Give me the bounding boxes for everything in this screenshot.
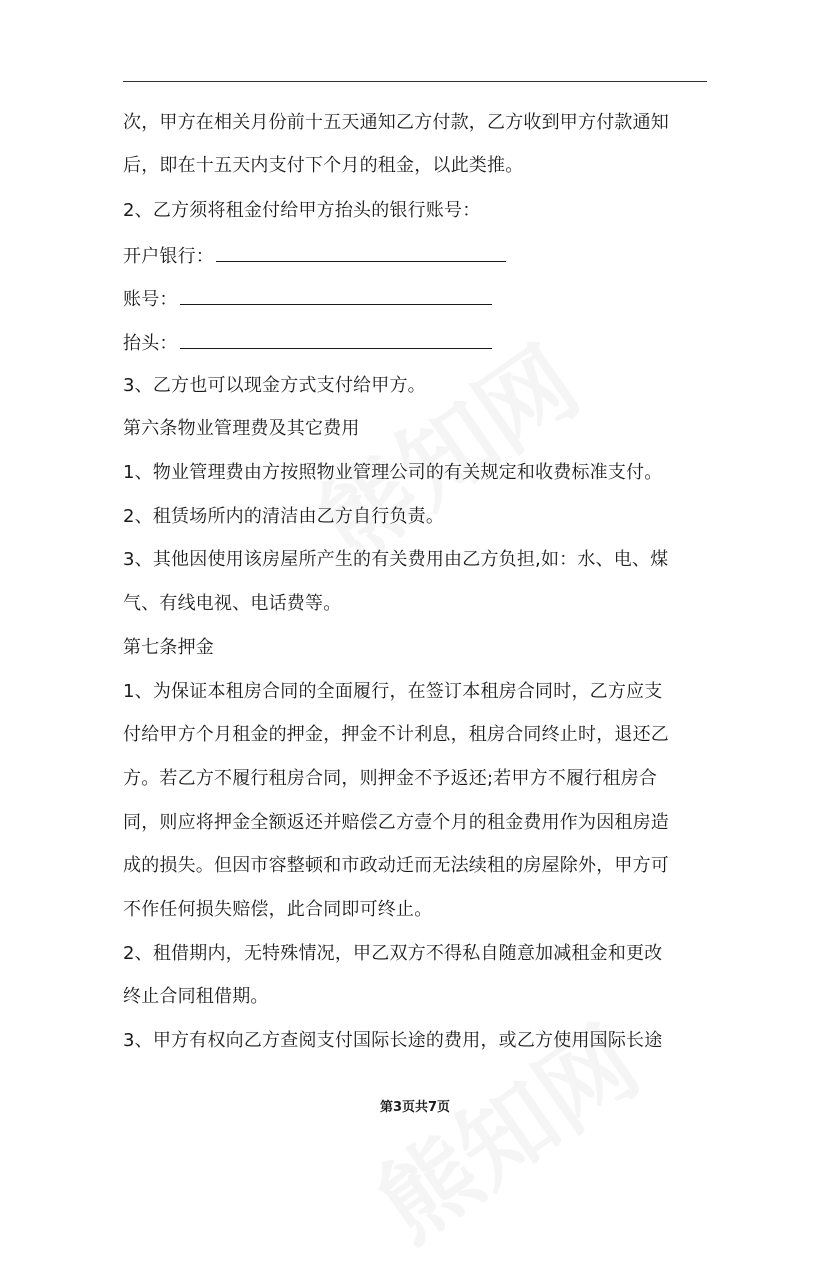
paragraph-line: 后，即在十五天内支付下个月的租金，以此类推。 [123, 155, 524, 176]
paragraph-line: 成的损失。但因市容整顿和市政动迁而无法续租的房屋除外，甲方可 [123, 855, 669, 876]
account-holder-label: 抬头： [123, 333, 178, 354]
account-holder-blank [180, 330, 492, 349]
account-number-row [123, 286, 492, 312]
section-heading: 第六条物业管理费及其它费用 [123, 418, 360, 439]
paragraph-line: 付给甲方个月租金的押金，押金不计利息，租房合同终止时，退还乙 [123, 724, 669, 745]
paragraph-line: 2、乙方须将租金付给甲方抬头的银行账号： [123, 200, 481, 221]
page-number: 第3页共7页 [379, 1100, 451, 1115]
paragraph-line: 1、为保证本租房合同的全面履行，在签订本租房合同时，乙方应支 [123, 681, 663, 702]
paragraph-line: 方。若乙方不履行租房合同，则押金不予返还;若甲方不履行租房合 [123, 768, 658, 789]
section-heading: 第七条押金 [123, 637, 214, 658]
account-number-blank [180, 286, 492, 305]
paragraph-line: 2、租赁场所内的清洁由乙方自行负责。 [123, 506, 445, 527]
bank-name-label: 开户银行： [123, 246, 214, 267]
account-holder-row [123, 330, 492, 356]
bank-name-blank [216, 243, 506, 262]
paragraph-line: 3、乙方也可以现金方式支付给甲方。 [123, 375, 426, 396]
paragraph-line: 同，则应将押金全额返还并赔偿乙方壹个月的租金费用作为因租房造 [123, 812, 669, 833]
paragraph-line: 3、甲方有权向乙方查阅支付国际长途的费用，或乙方使用国际长途 [123, 1030, 663, 1051]
paragraph-line: 终止合同租借期。 [123, 986, 269, 1007]
account-number-label: 账号： [123, 289, 178, 310]
paragraph-line: 气、有线电视、电话费等。 [123, 593, 342, 614]
header-rule [123, 81, 707, 82]
bank-name-row [123, 243, 506, 269]
paragraph-line: 3、其他因使用该房屋所产生的有关费用由乙方负担,如：水、电、煤 [123, 549, 669, 570]
paragraph-line: 不作任何损失赔偿，此合同即可终止。 [123, 899, 433, 920]
paragraph-line: 次，甲方在相关月份前十五天通知乙方付款，乙方收到甲方付款通知 [123, 112, 669, 133]
paragraph-line: 2、租借期内，无特殊情况，甲乙双方不得私自随意加减租金和更改 [123, 943, 663, 964]
paragraph-line: 1、物业管理费由方按照物业管理公司的有关规定和收费标准支付。 [123, 462, 663, 483]
